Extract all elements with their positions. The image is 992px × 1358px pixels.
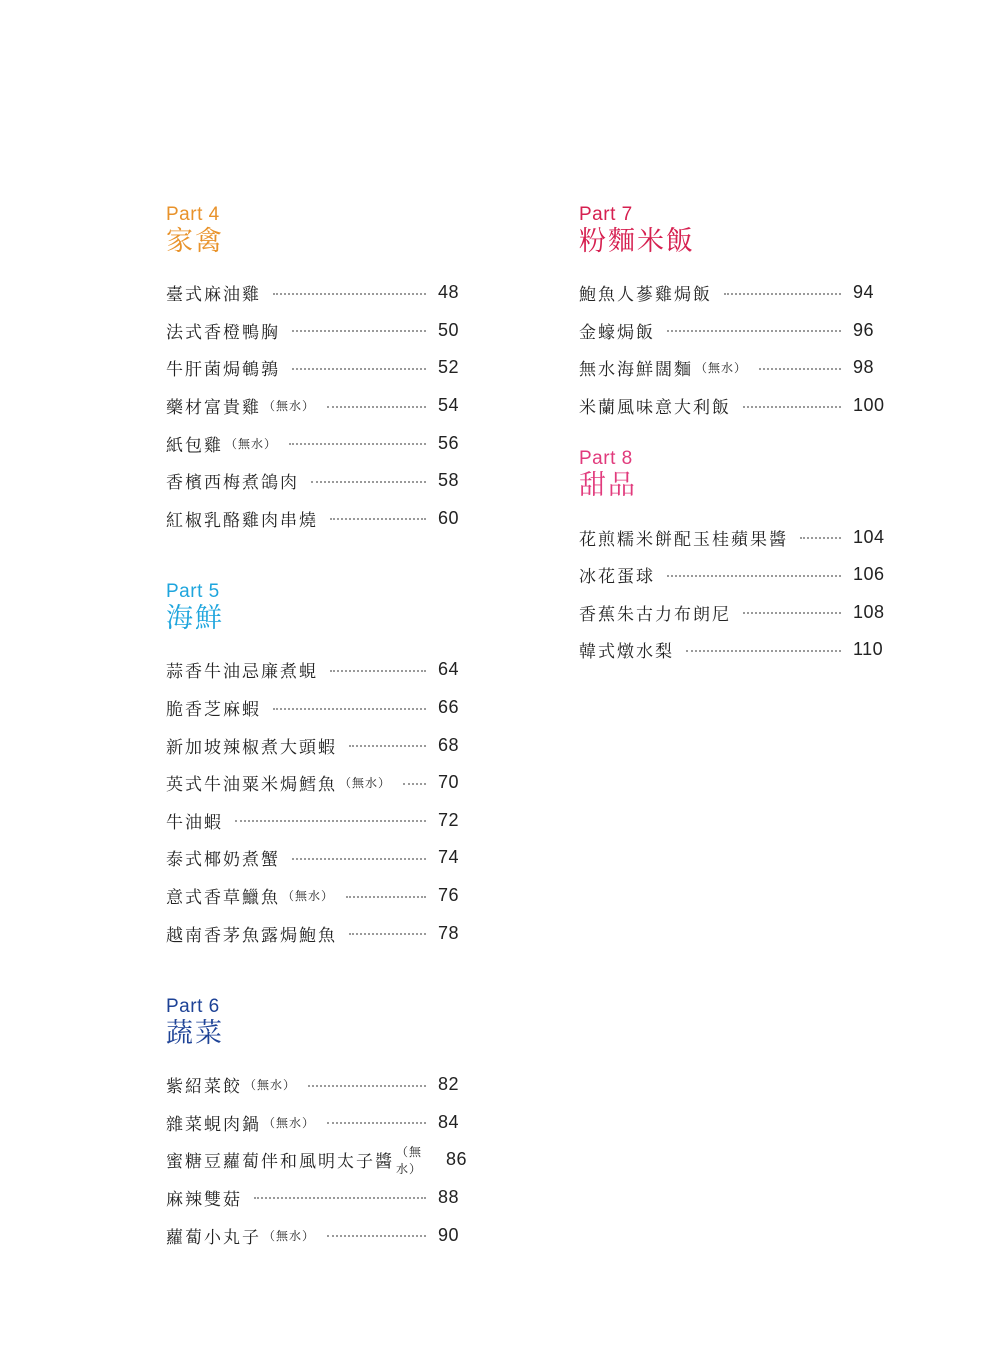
part-label: Part 5 bbox=[166, 581, 220, 603]
toc-entry[interactable] bbox=[166, 1141, 468, 1179]
recipe-name: 脆香芝麻蝦 bbox=[166, 700, 261, 721]
part-label: Part 8 bbox=[579, 448, 633, 470]
recipe-name: 紫紹菜餃 bbox=[166, 1077, 242, 1098]
toc-entry[interactable] bbox=[166, 312, 462, 350]
dot-leader bbox=[327, 406, 426, 408]
toc-entry[interactable] bbox=[579, 387, 889, 425]
dot-leader bbox=[759, 368, 841, 370]
toc-entry[interactable] bbox=[166, 689, 462, 727]
recipe-note: （無水） bbox=[396, 1144, 423, 1176]
recipe-name: 金蠔焗飯 bbox=[579, 322, 655, 343]
dot-leader bbox=[235, 820, 426, 822]
toc-entry[interactable] bbox=[166, 839, 462, 877]
toc-section bbox=[166, 995, 468, 1254]
page-number: 88 bbox=[438, 1186, 460, 1207]
toc-entry[interactable] bbox=[579, 556, 889, 594]
page-number: 94 bbox=[853, 282, 875, 303]
recipe-note: （無水） bbox=[695, 361, 748, 376]
dot-leader bbox=[349, 933, 426, 935]
dot-leader bbox=[330, 670, 426, 672]
dot-leader bbox=[349, 745, 426, 747]
recipe-name: 牛油蝦 bbox=[166, 812, 223, 833]
dot-leader bbox=[273, 708, 426, 710]
toc-entry[interactable] bbox=[579, 349, 889, 387]
recipe-name: 越南香茅魚露焗鮑魚 bbox=[166, 925, 337, 946]
toc-entry[interactable] bbox=[166, 274, 462, 312]
dot-leader bbox=[724, 293, 841, 295]
page-number: 82 bbox=[438, 1074, 460, 1095]
toc-entry[interactable] bbox=[579, 518, 889, 556]
toc-entry[interactable] bbox=[166, 651, 462, 689]
page-number: 66 bbox=[438, 697, 460, 718]
toc-entry[interactable] bbox=[166, 1066, 462, 1104]
page-number: 52 bbox=[438, 357, 460, 378]
part-label: Part 4 bbox=[166, 204, 220, 225]
toc-entry[interactable] bbox=[166, 1179, 462, 1217]
toc-entry[interactable] bbox=[166, 424, 462, 462]
dot-leader bbox=[330, 518, 426, 520]
toc-section bbox=[166, 204, 462, 537]
dot-leader bbox=[667, 575, 841, 577]
recipe-note: （無水） bbox=[339, 776, 392, 791]
recipe-name: 麻辣雙菇 bbox=[166, 1189, 242, 1210]
dot-leader bbox=[327, 1235, 426, 1237]
dot-leader bbox=[292, 368, 426, 370]
part-label: Part 7 bbox=[579, 204, 633, 225]
toc-entry[interactable] bbox=[166, 387, 462, 425]
dot-leader bbox=[327, 1122, 426, 1124]
toc-entry[interactable] bbox=[166, 877, 462, 915]
recipe-name: 冰花蛋球 bbox=[579, 567, 655, 588]
page-number: 86 bbox=[446, 1149, 468, 1170]
dot-leader bbox=[800, 537, 841, 539]
toc-entry[interactable] bbox=[166, 764, 462, 802]
recipe-name: 蘿蔔小丸子 bbox=[166, 1227, 261, 1248]
recipe-name: 香檳西梅煮鴿肉 bbox=[166, 473, 299, 494]
page-number: 96 bbox=[853, 319, 875, 340]
page-number: 84 bbox=[438, 1111, 460, 1132]
toc-entry[interactable] bbox=[166, 500, 462, 538]
toc-section bbox=[166, 581, 462, 952]
dot-leader bbox=[292, 858, 426, 860]
dot-leader bbox=[743, 406, 841, 408]
page-number: 108 bbox=[853, 601, 885, 622]
toc-entry[interactable] bbox=[579, 312, 889, 350]
page-number: 104 bbox=[853, 526, 885, 547]
dot-leader bbox=[292, 330, 426, 332]
recipe-name: 蜜糖豆蘿蔔伴和風明太子醬 bbox=[166, 1152, 394, 1173]
recipe-note: （無水） bbox=[263, 1228, 316, 1243]
recipe-name: 米蘭風味意大利飯 bbox=[579, 398, 731, 419]
recipe-name: 無水海鮮闊麵 bbox=[579, 360, 693, 381]
recipe-name: 英式牛油粟米焗鱈魚 bbox=[166, 775, 337, 796]
dot-leader bbox=[403, 783, 426, 785]
toc-column-left bbox=[166, 204, 468, 1254]
page-number: 110 bbox=[853, 639, 884, 660]
page-number: 50 bbox=[438, 319, 460, 340]
page-number: 76 bbox=[438, 885, 460, 906]
part-title: 蔬菜 bbox=[166, 1017, 224, 1049]
dot-leader bbox=[311, 481, 426, 483]
recipe-note: （無水） bbox=[282, 889, 335, 904]
dot-leader bbox=[686, 650, 841, 652]
page-number: 64 bbox=[438, 659, 460, 680]
recipe-name: 花煎糯米餅配玉桂蘋果醬 bbox=[579, 529, 788, 550]
part-title: 甜品 bbox=[579, 470, 637, 502]
recipe-name: 法式香橙鴨胸 bbox=[166, 322, 280, 343]
toc-entry[interactable] bbox=[166, 726, 462, 764]
toc-entry[interactable] bbox=[166, 802, 462, 840]
dot-leader bbox=[743, 612, 841, 614]
recipe-note: （無水） bbox=[263, 399, 316, 414]
page-number: 70 bbox=[438, 772, 460, 793]
recipe-name: 雜菜蜆肉鍋 bbox=[166, 1114, 261, 1135]
toc-entry[interactable] bbox=[166, 914, 462, 952]
part-title: 家禽 bbox=[166, 226, 224, 257]
recipe-name: 新加坡辣椒煮大頭蝦 bbox=[166, 737, 337, 758]
recipe-name: 紙包雞 bbox=[166, 435, 223, 456]
toc-entry[interactable] bbox=[579, 594, 889, 632]
recipe-note: （無水） bbox=[244, 1078, 297, 1093]
dot-leader bbox=[273, 293, 426, 295]
page-number: 100 bbox=[853, 395, 885, 416]
toc-entry[interactable] bbox=[579, 631, 889, 669]
recipe-name: 韓式燉水梨 bbox=[579, 642, 674, 663]
recipe-name: 意式香草鱲魚 bbox=[166, 888, 280, 909]
page-number: 58 bbox=[438, 470, 460, 491]
part-title: 粉麵米飯 bbox=[579, 226, 695, 257]
toc-entry[interactable] bbox=[166, 1216, 462, 1254]
toc-column-right bbox=[579, 204, 889, 669]
toc-section bbox=[579, 448, 889, 668]
page-number: 54 bbox=[438, 395, 460, 416]
toc-entry[interactable] bbox=[579, 274, 889, 312]
page-number: 72 bbox=[438, 809, 460, 830]
toc-entry[interactable] bbox=[166, 349, 462, 387]
recipe-name: 牛肝菌焗鵪鶉 bbox=[166, 360, 280, 381]
dot-leader bbox=[308, 1085, 426, 1087]
page-number: 60 bbox=[438, 507, 460, 528]
part-title: 海鮮 bbox=[166, 603, 224, 635]
dot-leader bbox=[667, 330, 841, 332]
toc-entry[interactable] bbox=[166, 1104, 462, 1142]
page-number: 74 bbox=[438, 847, 460, 868]
recipe-name: 藥材富貴雞 bbox=[166, 398, 261, 419]
recipe-name: 泰式椰奶煮蟹 bbox=[166, 850, 280, 871]
page-number: 98 bbox=[853, 357, 875, 378]
page-number: 106 bbox=[853, 564, 885, 585]
page-number: 78 bbox=[438, 922, 460, 943]
dot-leader bbox=[346, 896, 426, 898]
recipe-name: 香蕉朱古力布朗尼 bbox=[579, 604, 731, 625]
part-label: Part 6 bbox=[166, 995, 220, 1017]
recipe-name: 紅椒乳酪雞肉串燒 bbox=[166, 510, 318, 531]
page-number: 56 bbox=[438, 432, 460, 453]
recipe-name: 鮑魚人蔘雞焗飯 bbox=[579, 285, 712, 306]
recipe-note: （無水） bbox=[263, 1115, 316, 1130]
dot-leader bbox=[289, 443, 426, 445]
toc-section bbox=[579, 204, 889, 424]
recipe-name: 臺式麻油雞 bbox=[166, 285, 261, 306]
page-number: 90 bbox=[438, 1224, 460, 1245]
dot-leader bbox=[254, 1197, 426, 1199]
recipe-note: （無水） bbox=[225, 436, 278, 451]
recipe-name: 蒜香牛油忌廉煮蜆 bbox=[166, 662, 318, 683]
page-number: 48 bbox=[438, 282, 460, 303]
toc-entry[interactable] bbox=[166, 462, 462, 500]
page-number: 68 bbox=[438, 734, 460, 755]
